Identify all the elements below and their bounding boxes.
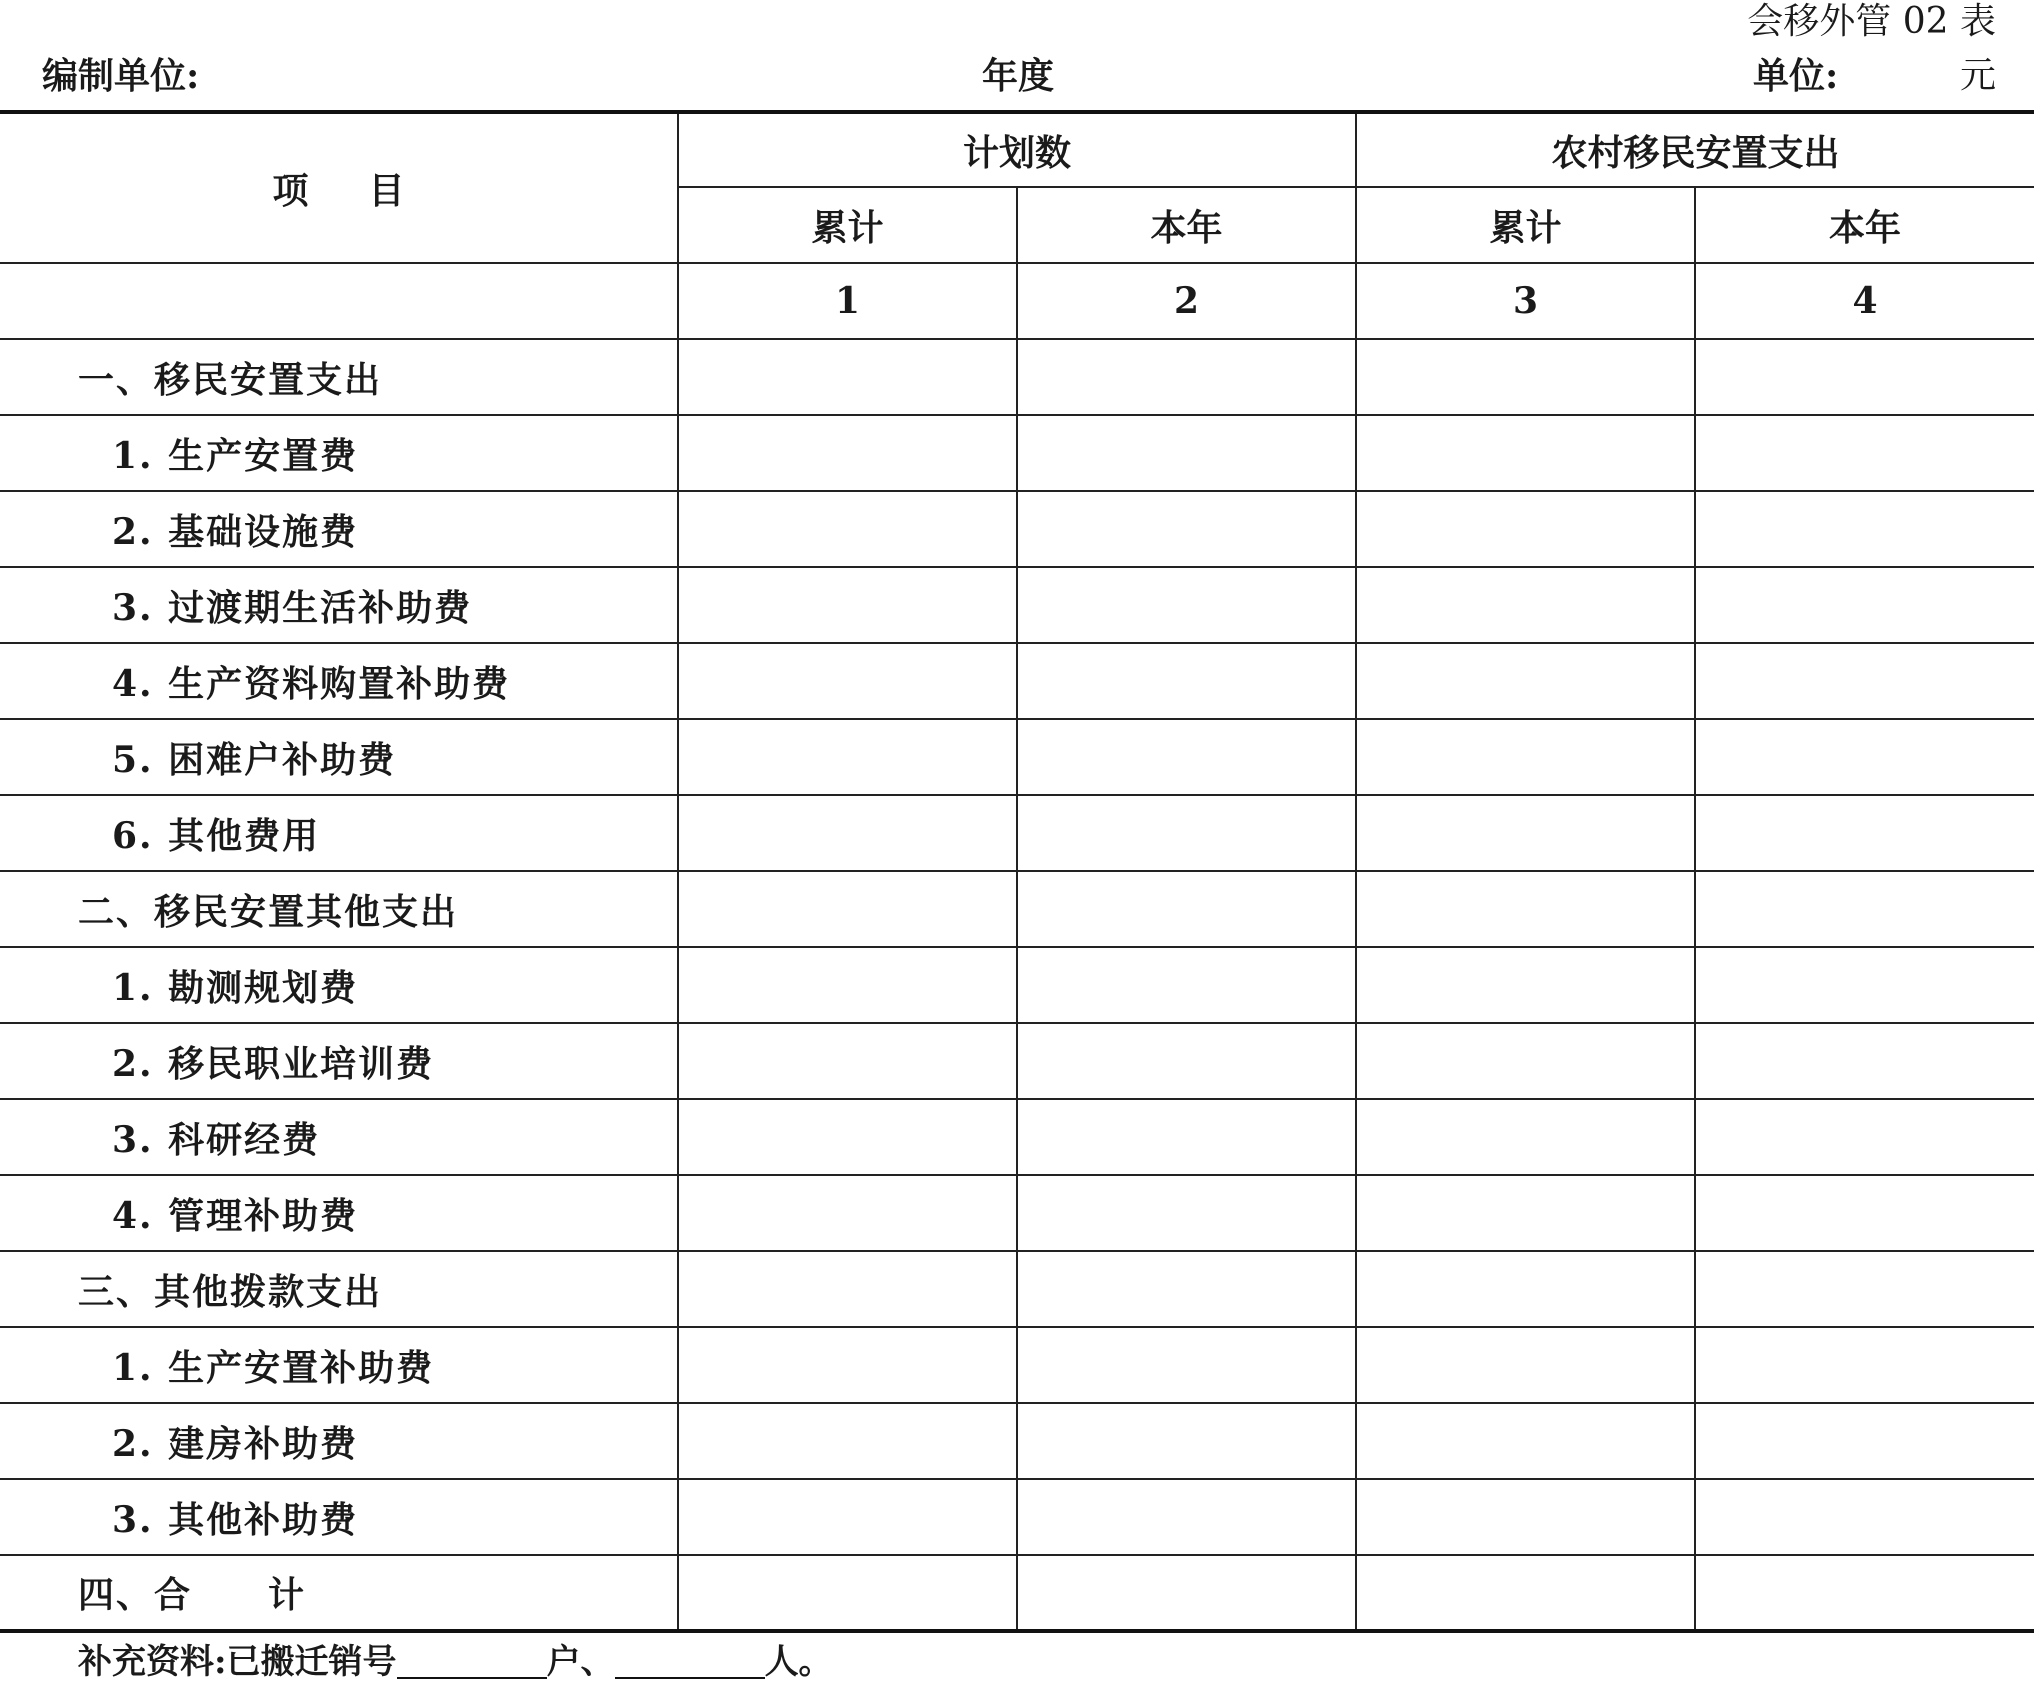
table-row: [0, 947, 2034, 1023]
column-number-blank: [0, 263, 678, 339]
compiler-label: 编制单位:: [42, 55, 200, 97]
value-cell: [1356, 339, 1695, 415]
value-cell: [1017, 719, 1356, 795]
supplementary-note: [78, 1642, 833, 1682]
value-cell: [1017, 1175, 1356, 1251]
value-cell: [678, 1251, 1017, 1327]
value-cell: [678, 719, 1017, 795]
table-row: [0, 1175, 2034, 1251]
value-cell: [1017, 1099, 1356, 1175]
value-cell: [1356, 491, 1695, 567]
value-cell: [1695, 1251, 2034, 1327]
persons-unit: 人。: [764, 1642, 833, 1682]
value-cell: [678, 1099, 1017, 1175]
form-code: 会移外管 02 表: [1747, 1, 1996, 42]
item-column-header: 项目: [0, 112, 678, 263]
table-row: [0, 415, 2034, 491]
value-cell: [1356, 1099, 1695, 1175]
table-row: [0, 1251, 2034, 1327]
value-cell: [1695, 1023, 2034, 1099]
value-cell: [678, 1479, 1017, 1555]
table-body: [0, 339, 2034, 1631]
value-cell: [1017, 795, 1356, 871]
value-cell: [678, 1023, 1017, 1099]
row-label: 一、移民安置支出: [0, 339, 678, 415]
unit-value: 元: [1959, 55, 1996, 96]
value-cell: [1695, 339, 2034, 415]
planned-current-year-header: 本年: [1017, 187, 1356, 263]
expenditure-table: [0, 110, 2034, 1633]
table-row: [0, 871, 2034, 947]
table-row: [0, 491, 2034, 567]
unit-label: 单位:: [1753, 55, 1839, 97]
supplementary-prefix: 补充资料:已搬迁销号: [78, 1642, 397, 1682]
value-cell: [1695, 1403, 2034, 1479]
table-row: [0, 1479, 2034, 1555]
value-cell: [1017, 1403, 1356, 1479]
persons-blank: [615, 1647, 765, 1679]
value-cell: [1695, 415, 2034, 491]
value-cell: [1017, 871, 1356, 947]
column-number-2: 2: [1017, 263, 1356, 339]
rural-resettlement-group-header: 农村移民安置支出: [1356, 112, 2034, 187]
value-cell: [1695, 567, 2034, 643]
row-label: 2. 移民职业培训费: [0, 1023, 678, 1099]
value-cell: [1695, 947, 2034, 1023]
value-cell: [1356, 1479, 1695, 1555]
row-label: 1. 生产安置费: [0, 415, 678, 491]
row-label: 2. 建房补助费: [0, 1403, 678, 1479]
value-cell: [1356, 1403, 1695, 1479]
row-label: 3. 其他补助费: [0, 1479, 678, 1555]
value-cell: [1356, 415, 1695, 491]
value-cell: [678, 643, 1017, 719]
value-cell: [1356, 947, 1695, 1023]
planned-cumulative-header: 累计: [678, 187, 1017, 263]
table-row: [0, 1023, 2034, 1099]
value-cell: [678, 415, 1017, 491]
value-cell: [1695, 1175, 2034, 1251]
table-row: [0, 1555, 2034, 1631]
row-label: 3. 过渡期生活补助费: [0, 567, 678, 643]
value-cell: [678, 1403, 1017, 1479]
households-unit: 户、: [546, 1642, 615, 1682]
table-row: [0, 1403, 2034, 1479]
value-cell: [678, 1327, 1017, 1403]
value-cell: [678, 567, 1017, 643]
row-label: 1. 勘测规划费: [0, 947, 678, 1023]
value-cell: [1017, 1023, 1356, 1099]
table-row: [0, 567, 2034, 643]
value-cell: [1017, 1327, 1356, 1403]
value-cell: [678, 1555, 1017, 1631]
value-cell: [1356, 871, 1695, 947]
value-cell: [1356, 1175, 1695, 1251]
value-cell: [1017, 1251, 1356, 1327]
value-cell: [1695, 1479, 2034, 1555]
value-cell: [1017, 1479, 1356, 1555]
table-row: [0, 1099, 2034, 1175]
row-label: 三、其他拨款支出: [0, 1251, 678, 1327]
column-number-3: 3: [1356, 263, 1695, 339]
value-cell: [678, 947, 1017, 1023]
rural-cumulative-header: 累计: [1356, 187, 1695, 263]
value-cell: [1695, 1327, 2034, 1403]
value-cell: [1695, 491, 2034, 567]
value-cell: [1356, 1327, 1695, 1403]
column-number-4: 4: [1695, 263, 2034, 339]
rural-current-year-header: 本年: [1695, 187, 2034, 263]
value-cell: [1017, 567, 1356, 643]
value-cell: [1695, 795, 2034, 871]
value-cell: [1356, 719, 1695, 795]
value-cell: [678, 795, 1017, 871]
value-cell: [1356, 1251, 1695, 1327]
table-row: [0, 795, 2034, 871]
value-cell: [678, 1175, 1017, 1251]
row-label: 5. 困难户补助费: [0, 719, 678, 795]
table-row: [0, 643, 2034, 719]
value-cell: [1017, 643, 1356, 719]
value-cell: [1356, 1555, 1695, 1631]
value-cell: [1017, 491, 1356, 567]
value-cell: [1695, 1099, 2034, 1175]
value-cell: [1017, 339, 1356, 415]
value-cell: [1695, 719, 2034, 795]
value-cell: [1356, 567, 1695, 643]
value-cell: [1356, 1023, 1695, 1099]
value-cell: [1356, 795, 1695, 871]
year-label: 年度: [982, 55, 1055, 97]
row-label: 6. 其他费用: [0, 795, 678, 871]
row-label: 4. 生产资料购置补助费: [0, 643, 678, 719]
value-cell: [1695, 1555, 2034, 1631]
value-cell: [1695, 871, 2034, 947]
value-cell: [1695, 643, 2034, 719]
table-row: [0, 1327, 2034, 1403]
row-label: 4. 管理补助费: [0, 1175, 678, 1251]
value-cell: [1356, 643, 1695, 719]
row-label: 1. 生产安置补助费: [0, 1327, 678, 1403]
column-number-1: 1: [678, 263, 1017, 339]
households-blank: [397, 1647, 547, 1679]
table-row: [0, 339, 2034, 415]
planned-group-header: 计划数: [678, 112, 1356, 187]
row-label: 二、移民安置其他支出: [0, 871, 678, 947]
value-cell: [1017, 415, 1356, 491]
value-cell: [678, 871, 1017, 947]
row-label: 3. 科研经费: [0, 1099, 678, 1175]
value-cell: [1017, 1555, 1356, 1631]
row-label: 2. 基础设施费: [0, 491, 678, 567]
value-cell: [678, 339, 1017, 415]
value-cell: [678, 491, 1017, 567]
row-label: 四、合 计: [0, 1555, 678, 1631]
value-cell: [1017, 947, 1356, 1023]
table-row: [0, 719, 2034, 795]
